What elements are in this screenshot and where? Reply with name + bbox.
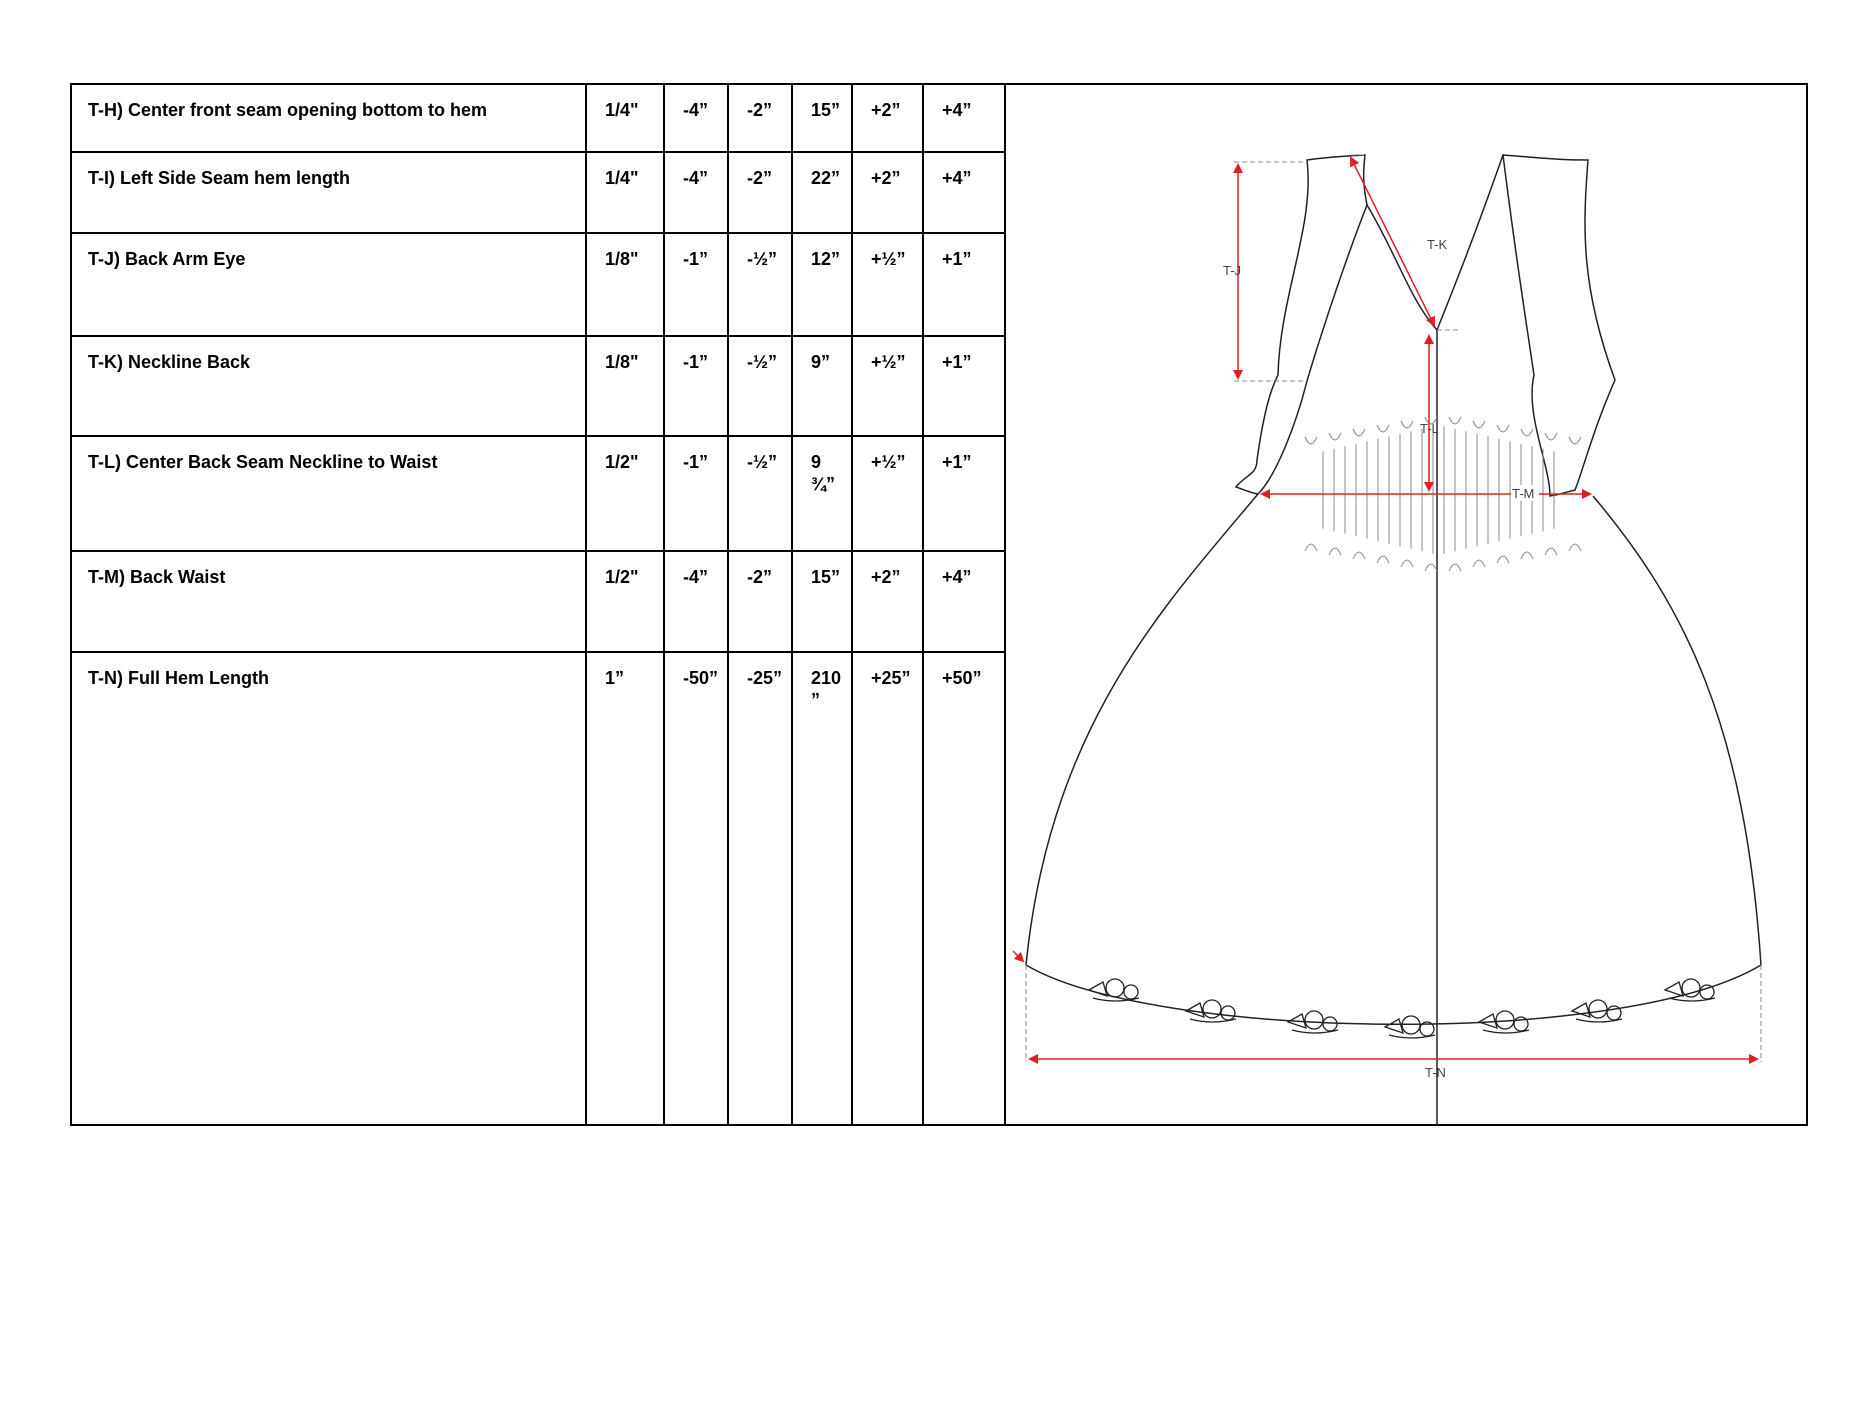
gather-mark [1545, 548, 1557, 555]
gather-mark [1473, 560, 1485, 567]
gather-mark [1521, 429, 1533, 436]
grade-minus1-value: -½” [728, 436, 792, 551]
grade-plus2-value: +4” [923, 85, 1005, 152]
gather-mark [1353, 429, 1365, 436]
table-row [72, 652, 1005, 1126]
gather-mark [1329, 548, 1341, 555]
tk-label: T-K [1427, 237, 1448, 252]
measurement-name: T-J) Back Arm Eye [72, 233, 586, 336]
grade-minus2-value: -4” [664, 85, 728, 152]
grade-plus2-value: +4” [923, 152, 1005, 233]
base-size-value: 210 ” [792, 652, 852, 1126]
gather-mark [1521, 552, 1533, 559]
garment-technical-drawing [1005, 85, 1808, 1126]
tolerance-value: 1/4" [586, 85, 664, 152]
grade-minus2-value: -50” [664, 652, 728, 1126]
gather-mark [1329, 433, 1341, 440]
gather-mark [1449, 564, 1461, 571]
gather-mark [1401, 421, 1413, 428]
gather-mark [1401, 560, 1413, 567]
tolerance-value: 1/8" [586, 336, 664, 436]
tk-dimension-arrow [1351, 158, 1434, 325]
measurement-name: T-M) Back Waist [72, 551, 586, 652]
grade-minus2-value: -1” [664, 336, 728, 436]
grade-minus1-value: -½” [728, 336, 792, 436]
grade-plus2-value: +50” [923, 652, 1005, 1126]
spec-sheet [70, 83, 1808, 1126]
grade-minus1-value: -½” [728, 233, 792, 336]
measurement-name: T-L) Center Back Seam Neckline to Waist [72, 436, 586, 551]
tolerance-value: 1/8" [586, 233, 664, 336]
gather-mark [1569, 437, 1581, 444]
base-size-value: 15” [792, 85, 852, 152]
skirt-right-side [1593, 496, 1761, 965]
gather-mark [1377, 556, 1389, 563]
measurement-name: T-K) Neckline Back [72, 336, 586, 436]
measurement-name: T-I) Left Side Seam hem length [72, 152, 586, 233]
base-size-value: 12” [792, 233, 852, 336]
tm-label: T-M [1512, 486, 1535, 501]
hem-motif [1089, 979, 1139, 1001]
grade-plus1-value: +½” [852, 436, 923, 551]
grade-minus1-value: -2” [728, 85, 792, 152]
hem-corner-arrow [1013, 951, 1023, 961]
gather-mark [1425, 564, 1437, 571]
right-strap-and-armhole [1503, 155, 1615, 496]
grade-minus1-value: -25” [728, 652, 792, 1126]
dimension-lines [1013, 155, 1761, 1062]
measurement-name: T-H) Center front seam opening bottom to hem [72, 85, 586, 152]
grade-plus2-value: +1” [923, 233, 1005, 336]
grade-minus1-value: -2” [728, 152, 792, 233]
grade-plus2-value: +1” [923, 336, 1005, 436]
grade-plus1-value: +2” [852, 152, 923, 233]
table-row [72, 233, 1005, 336]
measurement-name: T-N) Full Hem Length [72, 652, 586, 1126]
grade-minus2-value: -4” [664, 551, 728, 652]
tn-label: T-N [1425, 1065, 1446, 1080]
tl-label: T-L [1420, 421, 1439, 436]
bodice-outline [1236, 155, 1615, 1126]
gather-mark [1569, 544, 1581, 551]
table-row [72, 85, 1005, 152]
base-size-value: 15” [792, 551, 852, 652]
table-row [72, 436, 1005, 551]
gather-mark [1353, 552, 1365, 559]
tj-label: T-J [1223, 263, 1242, 278]
gather-mark [1497, 425, 1509, 432]
tolerance-value: 1/4" [586, 152, 664, 233]
tolerance-value: 1/2" [586, 551, 664, 652]
table-row [72, 336, 1005, 436]
gather-mark [1305, 544, 1317, 551]
grade-plus1-value: +½” [852, 336, 923, 436]
grade-minus2-value: -1” [664, 233, 728, 336]
grade-minus2-value: -4” [664, 152, 728, 233]
grade-plus1-value: +25” [852, 652, 923, 1126]
left-strap-and-armhole [1236, 155, 1367, 494]
grade-plus1-value: +½” [852, 233, 923, 336]
grade-plus2-value: +4” [923, 551, 1005, 652]
grade-plus1-value: +2” [852, 85, 923, 152]
base-size-value: 9” [792, 336, 852, 436]
base-size-value: 9 ¾” [792, 436, 852, 551]
grade-plus2-value: +1” [923, 436, 1005, 551]
gather-mark [1473, 421, 1485, 428]
gather-mark [1449, 417, 1461, 424]
gather-mark [1377, 425, 1389, 432]
hem-motif [1385, 1016, 1435, 1038]
tolerance-value: 1/2" [586, 436, 664, 551]
skirt-hem [1026, 965, 1761, 1024]
grade-minus2-value: -1” [664, 436, 728, 551]
grade-plus1-value: +2” [852, 551, 923, 652]
base-size-value: 22” [792, 152, 852, 233]
grade-minus1-value: -2” [728, 551, 792, 652]
measurement-table [72, 85, 1006, 1126]
tolerance-value: 1” [586, 652, 664, 1126]
dress-back-view-sketch [1005, 85, 1808, 1126]
skirt-outline [1026, 494, 1761, 1024]
table-row [72, 152, 1005, 233]
skirt-left-side [1026, 494, 1258, 965]
gather-mark [1545, 433, 1557, 440]
gather-mark [1497, 556, 1509, 563]
gather-mark [1305, 437, 1317, 444]
table-row [72, 551, 1005, 652]
